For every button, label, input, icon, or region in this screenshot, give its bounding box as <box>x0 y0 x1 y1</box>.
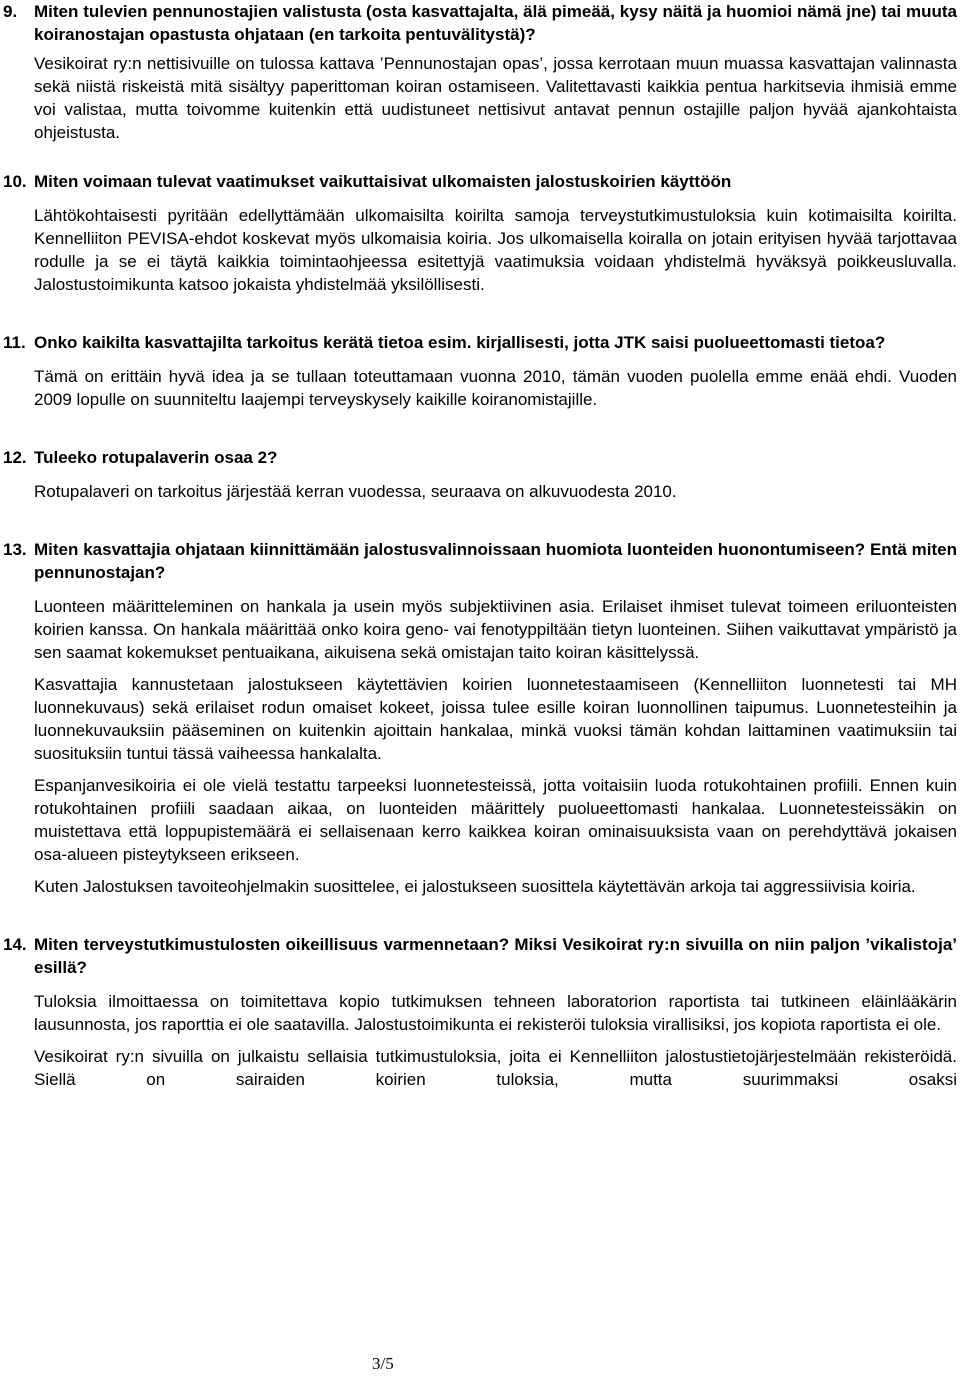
page-number: 3/5 <box>372 1354 394 1373</box>
question-number: 13. <box>3 540 27 559</box>
section-11 <box>3 331 957 411</box>
section-10 <box>3 170 957 296</box>
spacer <box>3 420 957 446</box>
answer-paragraph: Tuloksia ilmoittaessa on toimitettava kopio tutkimuksen tehneen laboratorion raportista tai tutkineen eläinlääkärin lausunnosta, jos raporttia ei ole saatavilla. Jalostustoimikunta ei rekisteröi tuloksia virallisiksi, jos kopiota raportista ei ole. <box>34 992 957 1034</box>
section-9 <box>3 0 957 144</box>
question-text: Onko kaikilta kasvattajilta tarkoitus kerätä tietoa esim. kirjallisesti, jotta JTK saisi puolueettomasti tietoa? <box>34 333 886 352</box>
question-text: Miten voimaan tulevat vaatimukset vaikuttaisivat ulkomaisten jalostuskoirien käyttöön <box>34 172 732 191</box>
question-number: 12. <box>3 448 27 467</box>
answer-paragraph: Vesikoirat ry:n nettisivuille on tulossa kattava ’Pennunostajan opas’, jossa kerrotaan muun muassa kasvattajan valinnasta sekä niistä riskeistä mitä sisältyy paperittoman koiran ostamiseen. Valitettavasti kaikkia pentua harkitsevia ihmisiä emme voi valistaa, mutta toivomme kuitenkin että uudistuneet nettisivut antavat pennun ostajille paljon hyvää ajankohtaista ohjeistusta. <box>34 54 957 142</box>
answer-paragraph: Espanjanvesikoiria ei ole vielä testattu tarpeeksi luonnetesteissä, jotta voitaisiin luoda rotukohtainen profiili. Ennen kuin rotukohtainen profiili saadaan aikaa, on luonteiden määrittely puolueettomasti hankalaa. Luonnetesteissäkin on muistettava että loppupistemäärä ei sellaisenaan kerro kaikkea koiran ominaisuuksista vaan on perehdyttävä jokaisen osa-alueen pisteytykseen erikseen. <box>34 776 957 864</box>
spacer <box>3 512 957 538</box>
spacer <box>3 907 957 933</box>
answer-paragraph: Rotupalaveri on tarkoitus järjestää kerran vuodessa, seuraava on alkuvuodesta 2010. <box>34 482 677 501</box>
question-heading <box>3 538 957 584</box>
question-heading <box>3 170 957 193</box>
answer-paragraph: Vesikoirat ry:n sivuilla on julkaistu sellaisia tutkimustuloksia, joita ei Kennelliiton jalostustietojärjestelmään rekisteröidä. Siellä on sairaiden koirien tuloksia, mutta suurimmaksi osaksi <box>34 1047 957 1089</box>
answer-paragraph: Tämä on erittäin hyvä idea ja se tullaan toteuttamaan vuonna 2010, tämän vuoden puolella emme enää ehdi. Vuoden 2009 lopulle on suunniteltu laajempi terveyskysely kaikille koiranomistajille. <box>34 367 957 409</box>
question-heading <box>3 446 957 469</box>
answer-paragraph: Luonteen määritteleminen on hankala ja usein myös subjektiivinen asia. Erilaiset ihmiset tulevat toimeen eriluonteisten koirien kanssa. On hankala määrittää onko koira geno- vai fenotyppiltään tietyn luonteinen. Siihen vaikuttavat ympäristö ja sen saamat kokemukset pentuaikana, aikuisena sekä omistajan taito koiran käsittelyssä. <box>34 597 957 662</box>
question-heading <box>3 331 957 354</box>
spacer <box>3 144 957 170</box>
question-heading <box>3 0 957 46</box>
question-number: 14. <box>3 935 27 954</box>
answer-paragraph: Kasvattajia kannustetaan jalostukseen käytettävien koirien luonnetestaamiseen (Kennelliiton luonnetesti tai MH luonnekuvaus) sekä erilaiset rodun omaiset kokeet, joissa tulee esille koiran luonnollinen taipumus. Luonnetesteihin ja luonnekuvauksiin pääseminen on kuitenkin ajoittain hankalaa, minkä vuoksi tämän kohdan laittaminen vaatimuksiin tai suosituksiin tuntui tässä vaiheessa hankalalta. <box>34 675 957 763</box>
question-text: Tuleeko rotupalaverin osaa 2? <box>34 448 278 467</box>
question-text: Miten terveystutkimustulosten oikeillisuus varmennetaan? Miksi Vesikoirat ry:n sivuilla on niin paljon ’vikalistoja’ esillä? <box>34 935 957 977</box>
question-number: 9. <box>3 2 18 21</box>
answer-paragraph: Kuten Jalostuksen tavoiteohjelmakin suosittelee, ei jalostukseen suosittela käytettävän arkoja tai aggressiivisia koiria. <box>34 877 916 896</box>
question-text: Miten kasvattajia ohjataan kiinnittämään jalostusvalinnoissaan huomiota luonteiden huonontumiseen? Entä miten pennunostajan? <box>34 540 957 582</box>
section-13 <box>3 538 957 898</box>
spacer <box>3 305 957 331</box>
question-number: 10. <box>3 172 27 191</box>
question-heading <box>3 933 957 979</box>
question-number: 11. <box>3 333 26 352</box>
section-14 <box>3 933 957 1091</box>
answer-paragraph: Lähtökohtaisesti pyritään edellyttämään ulkomaisilta koirilta samoja terveystutkimustuloksia kuin kotimaisilta koirilta. Kennelliiton PEVISA-ehdot koskevat myös ulkomaisia koiria. Jos ulkomaisella koiralla on jotain erityisen hyvää tarjottavaa rodulle ja se ei täytä kaikkia toimintaohjeessa esitettyjä vaatimuksia voidaan yhdistelmä hyväksyä poikkeusluvalla. Jalostustoimikunta katsoo jokaista yhdistelmää yksilöllisesti. <box>34 206 957 294</box>
section-12 <box>3 446 957 503</box>
question-text: Miten tulevien pennunostajien valistusta (osta kasvattajalta, älä pimeää, kysy näitä ja huomioi nämä jne) tai muuta koiranostajan opastusta ohjataan (en tarkoita pentuvälitystä)? <box>34 2 957 44</box>
